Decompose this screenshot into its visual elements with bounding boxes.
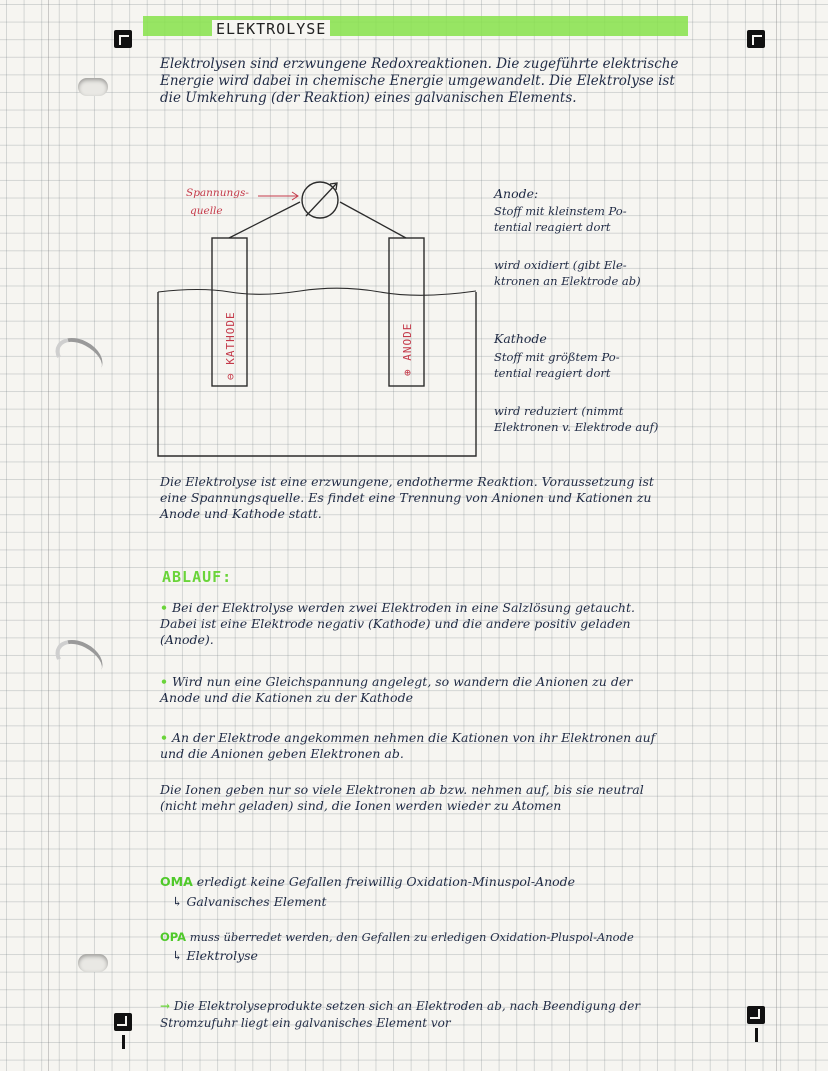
page-title: ELEKTROLYSE (212, 20, 330, 38)
oma-sub: ↳ Galvanisches Element (172, 894, 327, 909)
bullet-3: • An der Elektrode angekommen nehmen die Kationen von ihr Elektronen auf und die Anionen geben Elektronen ab. (160, 730, 656, 761)
oma-text: erledigt keine Gefallen freiwillig Oxidation-Minuspol-Anode (196, 874, 576, 889)
oma-line (160, 874, 680, 890)
anode-heading: Anode: (494, 186, 539, 201)
summary-paragraph: Die Elektrolyse ist eine erzwungene, endotherme Reaktion. Voraussetzung ist eine Spannungsquelle. Es findet eine Trennung von Anionen und Kationen zu Anode und Kathode statt. (160, 474, 654, 521)
bullet-1-text: Bei der Elektrolyse werden zwei Elektroden in eine Salzlösung getaucht. Dabei ist eine Elektrode negativ (Kathode) und die andere positiv geladen (Anode). (160, 600, 635, 647)
opa-line (160, 929, 690, 945)
opa-text: muss überredet werden, den Gefallen zu erledigen Oxidation-Pluspol-Anode (189, 930, 634, 944)
corner-marker-icon (114, 1013, 132, 1031)
electrolyte-basin (158, 288, 476, 456)
wire-right (340, 202, 406, 238)
anode-line-1: Stoff mit kleinstem Po- (494, 204, 627, 218)
bullet-3-text: An der Elektrode angekommen nehmen die Kationen von ihr Elektronen auf und die Anionen geben Elektronen ab. (160, 730, 656, 761)
anode-line-2: tential reagiert dort (494, 220, 611, 234)
corner-dash (122, 1035, 125, 1049)
intro-text: Elektrolysen sind erzwungene Redoxreaktionen. Die zugeführte elektrische Energie wird dabei in chemische Energie umgewandelt. Die Elektrolyse ist die Umkehrung (der Reaktion) eines galvanischen Elements. (160, 56, 679, 106)
opa-sub: ↳ Elektrolyse (172, 948, 258, 963)
bullet-2-text: Wird nun eine Gleichspannung angelegt, so wandern die Anionen zu der Anode und die Kationen zu der Kathode (160, 674, 633, 705)
label-pointer (258, 192, 298, 200)
kathode-line-2: tential reagiert dort (494, 366, 611, 380)
bullet-2: • Wird nun eine Gleichspannung angelegt, so wandern die Anionen zu der Anode und die Kationen zu der Kathode (160, 674, 633, 705)
corner-dash (755, 1028, 758, 1042)
bullet-1: • Bei der Elektrolyse werden zwei Elektroden in eine Salzlösung getaucht. Dabei ist eine Elektrode negativ (Kathode) und die andere positiv geladen (Anode). (160, 600, 635, 647)
anode-label: ⊕ ANODE (401, 322, 414, 376)
corner-marker-icon (747, 1006, 765, 1024)
source-label-1: Spannungs- (186, 187, 249, 199)
wire-left (229, 202, 300, 238)
anode-line-4: ktronen an Elektrode ab) (494, 274, 641, 288)
final-note-text: Die Elektrolyseprodukte setzen sich an Elektroden ab, nach Beendigung der Stromzufuhr liegt ein galvanisches Element vor (160, 999, 641, 1030)
kathode-line-1: Stoff mit größtem Po- (494, 350, 620, 364)
kathode-line-3: wird reduziert (nimmt (494, 404, 624, 418)
ablauf-heading: ABLAUF: (162, 568, 233, 586)
source-label-2: quelle (190, 205, 223, 217)
bullet-3b-text: Die Ionen geben nur so viele Elektronen ab bzw. nehmen auf, bis sie neutral (nicht mehr geladen) sind, die Ionen werden wieder zu Atomen (160, 782, 644, 813)
anode-line-3: wird oxidiert (gibt Ele- (494, 258, 627, 272)
final-note (160, 998, 680, 1032)
oma-tag: OMA (160, 874, 193, 889)
binder-ring-icon (49, 632, 109, 685)
cathode-label: ⊖ KATHODE (224, 311, 237, 380)
binder-hole (78, 954, 108, 972)
opa-tag: OPA (160, 930, 187, 944)
bullet-3b (160, 782, 670, 814)
kathode-heading: Kathode (494, 331, 547, 346)
electrolysis-diagram (0, 0, 828, 470)
kathode-line-4: Elektronen v. Elektrode auf) (494, 420, 659, 434)
arrow-right-icon: → (160, 999, 171, 1013)
